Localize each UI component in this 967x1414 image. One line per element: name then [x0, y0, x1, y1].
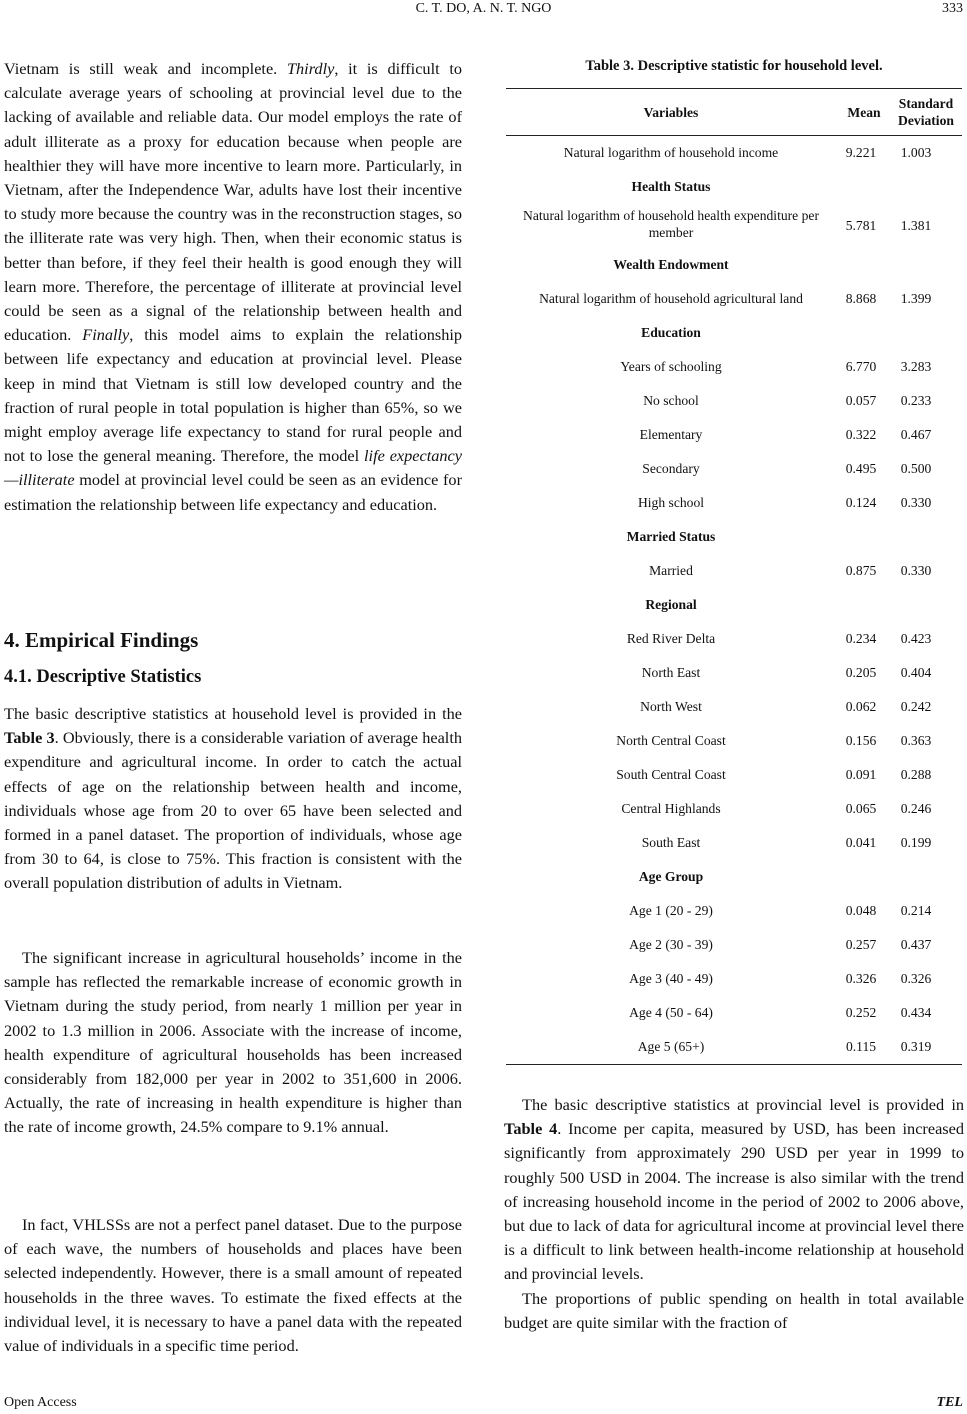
sd-cell: 0.319 [900, 1039, 932, 1054]
right-column-paragraph-a [504, 1093, 964, 1335]
sd-cell: 0.233 [900, 393, 932, 408]
page-header [0, 0, 967, 22]
variable-cell: North West [640, 699, 702, 714]
text-run: Thirdly [286, 59, 335, 78]
variable-cell: Natural logarithm of household income [563, 145, 779, 160]
footer-open-access: Open Access [4, 1395, 77, 1410]
category-label: Education [641, 325, 701, 340]
sd-cell: 0.330 [900, 495, 932, 510]
rich-paragraph [4, 702, 462, 896]
category-label: Married Status [626, 529, 716, 544]
table-row [506, 452, 962, 486]
rich-paragraph [504, 1093, 964, 1287]
category-label: Health Status [631, 179, 711, 194]
table-category-row [506, 316, 962, 350]
text-run: . Income per capita, measured by USD, has been increased significantly from approximately 290 USD per year in 1999 to roughly 500 USD in 2004. The increase is also similar with the trend of increasing household income in the period of 2002 to 2006 above, but due to lack of data for agricultural income at provincial level there is a difficult to link between health-income relationship at household and provincial levels. [504, 1119, 964, 1284]
variable-cell: North Central Coast [616, 733, 726, 748]
table-row [506, 826, 962, 860]
sd-cell: 0.326 [900, 971, 932, 986]
mean-cell: 0.205 [845, 665, 877, 680]
mean-cell: 8.868 [845, 291, 877, 306]
text-run: The basic descriptive statistics at household level is provided in the [4, 704, 462, 723]
category-label: Age Group [638, 869, 704, 884]
variable-cell: South East [641, 835, 701, 850]
variable-cell: Red River Delta [626, 631, 716, 646]
sd-cell: 0.437 [900, 937, 932, 952]
mean-cell: 9.221 [845, 145, 877, 160]
variable-cell: Natural logarithm of household agricultural land [539, 291, 803, 306]
page-number: 333 [942, 1, 963, 16]
mean-cell: 0.124 [845, 495, 877, 510]
variable-cell: High school [637, 495, 705, 510]
variable-cell: No school [643, 393, 699, 408]
sd-cell: 0.363 [900, 733, 932, 748]
header-variables: Variables [643, 105, 699, 120]
table-category-row [506, 520, 962, 554]
paragraph-text: The proportions of public spending on health in total available budget are quite similar with the fraction of [504, 1288, 964, 1332]
variable-cell: Age 5 (65+) [637, 1039, 705, 1054]
table-row [506, 894, 962, 928]
sd-cell: 0.288 [900, 767, 932, 782]
table-row [506, 758, 962, 792]
mean-cell: 5.781 [845, 218, 877, 233]
mean-cell: 0.156 [845, 733, 877, 748]
mean-cell: 0.115 [845, 1039, 877, 1054]
table-body [506, 136, 962, 1064]
sd-cell: 0.246 [900, 801, 932, 816]
header-standard-deviation [888, 95, 964, 129]
variable-cell: Married [649, 563, 693, 578]
table-row [506, 724, 962, 758]
mean-cell: 0.057 [845, 393, 877, 408]
mean-cell: 0.062 [845, 699, 877, 714]
mean-cell: 0.234 [845, 631, 877, 646]
paragraph-text: The significant increase in agricultural households’ income in the sample has reflected the remarkable increase of economic growth in Vietnam during the study period, from nearly 1 million per year in 2002 to 1.3 million in 2006. Associate with the increase of income, health expenditure of agricultural households has been increased considerably from 182,000 per year in 2002 to 351,600 in 2006. Actually, the rate of increasing in health expenditure is higher than the rate of income growth, 24.5% compare to 9.1% annual. [4, 948, 462, 1137]
sd-cell: 1.381 [900, 218, 932, 233]
header-sd-line2: Deviation [898, 113, 954, 128]
variable-cell: Natural logarithm of household health expenditure per member [523, 208, 819, 240]
mean-cell: 6.770 [845, 359, 877, 374]
table-row [506, 1030, 962, 1064]
variable-cell: South Central Coast [616, 767, 726, 782]
paragraph-text: In fact, VHLSSs are not a perfect panel dataset. Due to the purpose of each wave, the numbers of households and places have been selected independently. However, there is a small amount of repeated households in the three waves. To estimate the fixed effects at the individual level, it is necessary to have a panel data with the repeated value of individuals in a specific time period. [4, 1215, 462, 1356]
mean-cell: 0.495 [845, 461, 877, 476]
variable-cell: Elementary [639, 427, 703, 442]
table-row [506, 282, 962, 316]
sd-cell: 0.434 [900, 1005, 932, 1020]
table-row [506, 350, 962, 384]
variable-cell: Age 1 (20 - 29) [629, 903, 713, 918]
mean-cell: 0.041 [845, 835, 877, 850]
sd-cell: 0.214 [900, 903, 932, 918]
table-row [506, 554, 962, 588]
table-row [506, 622, 962, 656]
category-label: Wealth Endowment [613, 257, 729, 272]
sd-cell: 0.199 [900, 835, 932, 850]
mean-cell: 0.322 [845, 427, 877, 442]
variable-cell: Central Highlands [621, 801, 721, 816]
table-row [506, 996, 962, 1030]
sd-cell: 1.399 [900, 291, 932, 306]
mean-cell: 0.065 [845, 801, 877, 816]
sd-cell: 0.242 [900, 699, 932, 714]
mean-cell: 0.252 [845, 1005, 877, 1020]
sd-cell: 0.467 [900, 427, 932, 442]
table-category-row [506, 248, 962, 282]
sd-cell: 0.423 [900, 631, 932, 646]
mean-cell: 0.257 [845, 937, 877, 952]
table-category-row [506, 588, 962, 622]
text-run: Vietnam is still weak and incomplete. [4, 59, 287, 78]
rich-paragraph [4, 57, 462, 517]
text-run: Table 3 [4, 728, 55, 748]
table-row [506, 136, 962, 170]
sd-cell: 0.330 [900, 563, 932, 578]
text-run: The basic descriptive statistics at provincial level is provided in [522, 1095, 964, 1114]
running-head-authors: C. T. DO, A. N. T. NGO [415, 1, 552, 16]
variable-cell: Age 3 (40 - 49) [629, 971, 713, 986]
table-caption: Table 3. Descriptive statistic for household level. [585, 58, 883, 74]
text-run: , it is difficult to calculate average years of schooling at provincial level due to the lacking of available and reliable data. Our model employs the rate of adult illiterate as a proxy for education because when people are healthier they will have more incentive to learn more. Particularly, in Vietnam, after the Independence War, adults have lost their incentive to study more because the country was in the reconstruction stages, so the illiterate rate was very high. Then, when their economic status is better than before, if they feel their health is good enough they will learn more. Therefore, the percentage of illiterate at provincial level could be seen as a signal of the relationship between health and education. [4, 59, 463, 345]
mean-cell: 0.091 [845, 767, 877, 782]
sd-cell: 0.500 [900, 461, 932, 476]
variable-cell: Age 2 (30 - 39) [629, 937, 713, 952]
table-row [506, 656, 962, 690]
header-sd-line1: Standard [898, 96, 954, 111]
footer-journal: TEL [936, 1395, 963, 1410]
category-label: Regional [645, 597, 697, 612]
sd-cell: 0.404 [900, 665, 932, 680]
table-header-row [506, 89, 962, 135]
text-run: life expectancy—illiterate [4, 446, 463, 490]
sd-cell: 3.283 [900, 359, 932, 374]
table-row [506, 384, 962, 418]
table-row [506, 928, 962, 962]
mean-cell: 0.875 [845, 563, 877, 578]
table-row [506, 792, 962, 826]
table-row [506, 486, 962, 520]
text-run: Table 4 [504, 1119, 558, 1139]
mean-cell: 0.048 [845, 903, 877, 918]
descriptive-statistics-table [506, 88, 962, 1065]
text-run: model at provincial level could be seen as an evidence for estimation the relationship between life expectancy and education. [4, 470, 462, 514]
left-column-paragraph-c [4, 946, 462, 1140]
subsection-heading: 4.1. Descriptive Statistics [4, 667, 202, 687]
text-run: Finally [82, 325, 130, 345]
variable-cell: Years of schooling [620, 359, 722, 374]
text-run: . Obviously, there is a considerable variation of average health expenditure and agricultural income. In order to catch the actual effects of age on the relationship between health and income, individuals whose age from 20 to over 65 have been selected and formed in a panel dataset. The proportion of individuals, whose age from 30 to 64, is close to 75%. This fraction is consistent with the overall population distribution of adults in Vietnam. [4, 728, 462, 893]
table-row [506, 690, 962, 724]
variable-cell: Age 4 (50 - 64) [629, 1005, 713, 1020]
left-column-paragraph-d [4, 1213, 462, 1358]
variable-cell: North East [641, 665, 701, 680]
text-run: , this model aims to explain the relationship between life expectancy and education at provincial level. Please keep in mind that Vietnam is still low developed country and the fraction of rural people in total population is higher than 65%, so we might employ average life expectancy to stand for rural people and not to lose the general meaning. Therefore, the model [4, 325, 462, 466]
mean-cell: 0.326 [845, 971, 877, 986]
header-mean: Mean [847, 105, 881, 120]
section-heading: 4. Empirical Findings [4, 628, 199, 652]
sd-cell: 1.003 [900, 145, 932, 160]
table-bottom-rule [506, 1064, 962, 1065]
table-row [506, 962, 962, 996]
left-column-paragraph-a [4, 57, 462, 517]
table-category-row [506, 170, 962, 204]
table-row [506, 418, 962, 452]
left-column-paragraph-b [4, 702, 462, 896]
table-category-row [506, 860, 962, 894]
table-row [506, 204, 962, 248]
variable-cell: Secondary [642, 461, 700, 476]
